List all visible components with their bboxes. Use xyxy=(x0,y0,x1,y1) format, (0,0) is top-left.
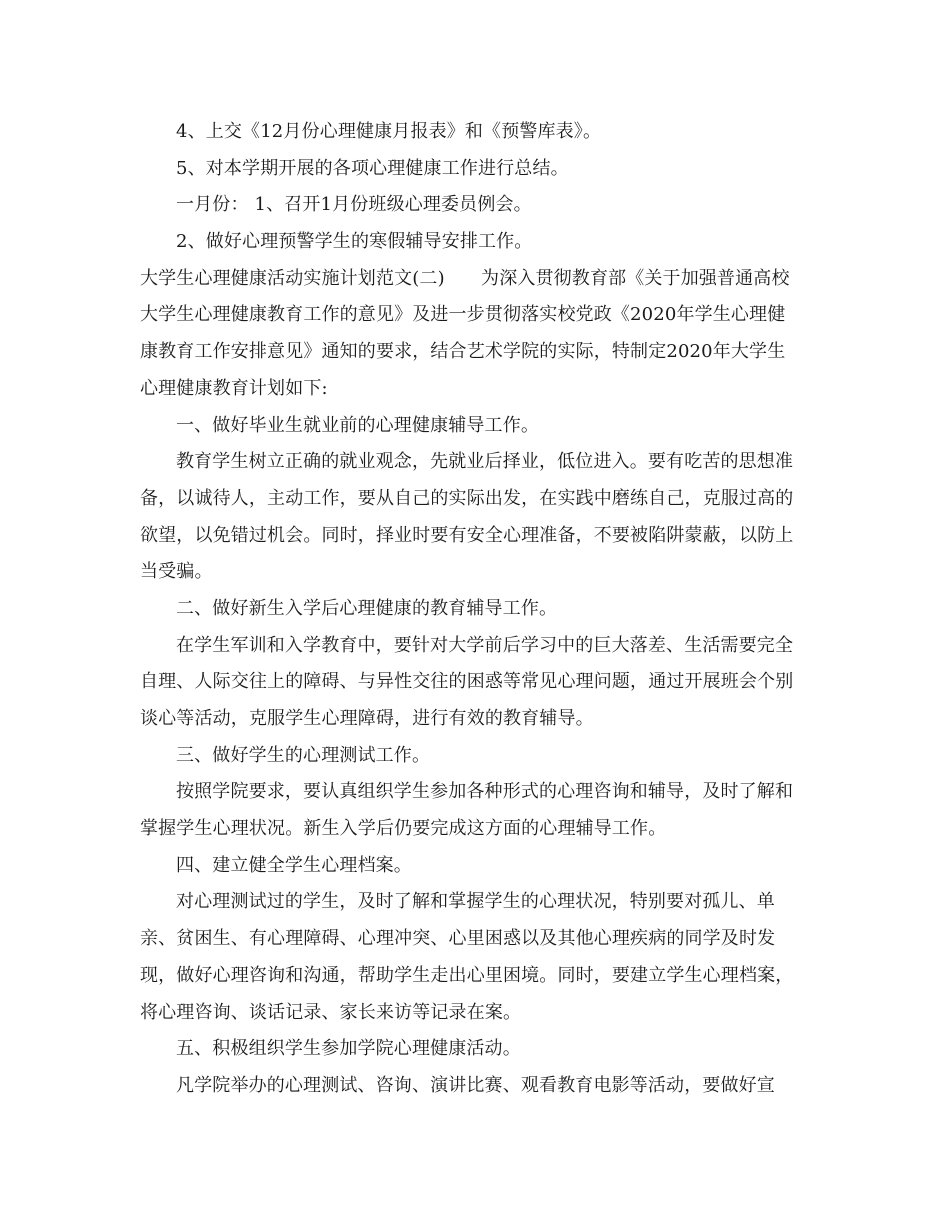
document-line: 康教育工作安排意见》通知的要求，结合艺术学院的实际，特制定2020年大学生 xyxy=(140,341,786,363)
document-line: 按照学院要求，要认真组织学生参加各种形式的心理咨询和辅导，及时了解和 xyxy=(176,781,794,803)
document-body xyxy=(140,114,816,1105)
document-line: 在学生军训和入学教育中，要针对大学前后学习中的巨大落差、生活需要完全 xyxy=(176,634,794,656)
document-line: 掌握学生心理状况。新生入学后仍要完成这方面的心理辅导工作。 xyxy=(140,818,667,840)
document-line: 亲、贫困生、有心理障碍、心理冲突、心里困惑以及其他心理疾病的同学及时发 xyxy=(140,928,776,950)
document-line: 将心理咨询、谈话记录、家长来访等记录在案。 xyxy=(140,1001,522,1023)
document-line: 心理健康教育计划如下: xyxy=(140,377,328,399)
document-line: 谈心等活动，克服学生心理障碍，进行有效的教育辅导。 xyxy=(140,708,594,729)
document-line: 凡学院举办的心理测试、咨询、演讲比赛、观看教育电影等活动，要做好宣 xyxy=(176,1074,775,1096)
document-line: 一、做好毕业生就业前的心理健康辅导工作。 xyxy=(176,414,539,436)
document-line: 四、建立健全学生心理档案。 xyxy=(176,854,412,876)
document-line: 现，做好心理咨询和沟通，帮助学生走出心里困境。同时，要建立学生心理档案， xyxy=(140,964,794,986)
document-line: 二、做好新生入学后心理健康的教育辅导工作。 xyxy=(176,597,558,619)
document-line: 2、做好心理预警学生的寒假辅导安排工作。 xyxy=(176,231,533,253)
document-line: 五、积极组织学生参加学院心理健康活动。 xyxy=(176,1038,521,1060)
document-line: 自理、人际交往上的障碍、与异性交往的困惑等常见心理问题，通过开展班会个别 xyxy=(140,671,794,693)
document-line: 4、上交《12月份心理健康月报表》和《预警库表》。 xyxy=(176,121,602,142)
document-line: 教育学生树立正确的就业观念，先就业后择业，低位进入。要有吃苦的思想准 xyxy=(176,451,794,473)
document-line: 备，以诚待人，主动工作，要从自己的实际出发，在实践中磨练自己，克服过高的 xyxy=(140,487,794,509)
document-line: 5、对本学期开展的各项心理健康工作进行总结。 xyxy=(176,157,569,179)
document-line: 一月份： 1、召开1月份班级心理委员例会。 xyxy=(176,194,532,216)
document-line: 对心理测试过的学生，及时了解和掌握学生的心理状况，特别要对孤儿、单 xyxy=(176,891,775,913)
document-line: 三、做好学生的心理测试工作。 xyxy=(176,744,431,766)
document-line: 大学生心理健康教育工作的意见》及进一步贯彻落实校党政《2020年学生心理健 xyxy=(140,304,786,326)
document-line: 当受骗。 xyxy=(140,561,213,583)
document-line: 欲望，以免错过机会。同时，择业时要有安全心理准备，不要被陷阱蒙蔽，以防上 xyxy=(140,524,794,546)
document-line: 大学生心理健康活动实施计划范文(二) 为深入贯彻教育部《关于加强普通高校 xyxy=(140,267,790,289)
